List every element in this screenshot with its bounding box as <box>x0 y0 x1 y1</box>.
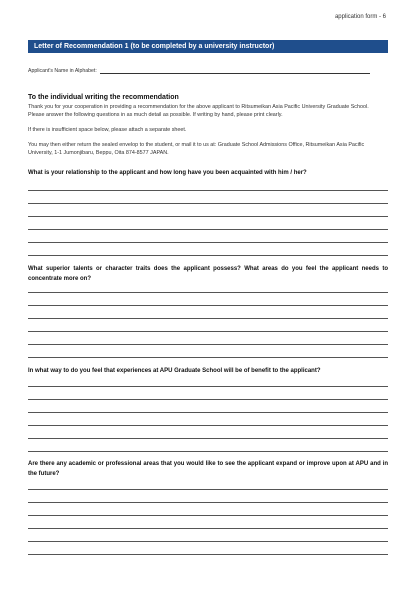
answer-line-q1[interactable] <box>28 255 388 256</box>
answer-line-q1[interactable] <box>28 242 388 243</box>
intro-heading: To the individual writing the recommendation <box>28 94 179 101</box>
answer-line-q1[interactable] <box>28 190 388 191</box>
answer-line-q3[interactable] <box>28 399 388 400</box>
answer-line-q3[interactable] <box>28 425 388 426</box>
answer-line-q1[interactable] <box>28 229 388 230</box>
question-1: What is your relationship to the applicant and how long have you been acquainted with him / her? <box>28 170 307 176</box>
answer-line-q1[interactable] <box>28 216 388 217</box>
intro-paragraph-1: Thank you for your cooperation in providing a recommendation for the above applicant to Ritsumeikan Asia Pacific University Graduate School. Please answer the following questions in as much detail as possible. If writing by hand, please print clearly. <box>28 104 369 118</box>
answer-line-q3[interactable] <box>28 386 388 387</box>
answer-line-q4[interactable] <box>28 541 388 542</box>
question-2: What superior talents or character traits does the applicant possess? What areas do you feel the applicant needs to concentrate more on? <box>28 266 388 282</box>
applicant-name-row <box>28 67 388 74</box>
answer-line-q4[interactable] <box>28 528 388 529</box>
form-title-banner: Letter of Recommendation 1 (to be completed by a university instructor) <box>28 40 388 53</box>
answer-line-q2[interactable] <box>28 357 388 358</box>
answer-line-q4[interactable] <box>28 489 388 490</box>
answer-line-q3[interactable] <box>28 412 388 413</box>
answer-line-q2[interactable] <box>28 292 388 293</box>
question-4: Are there any academic or professional areas that you would like to see the applicant expand or improve upon at APU and in the future? <box>28 461 388 477</box>
answer-line-q4[interactable] <box>28 554 388 555</box>
applicant-name-field[interactable] <box>100 67 370 74</box>
answer-line-q3[interactable] <box>28 438 388 439</box>
answer-line-q1[interactable] <box>28 203 388 204</box>
answer-line-q2[interactable] <box>28 318 388 319</box>
answer-line-q2[interactable] <box>28 331 388 332</box>
applicant-name-label: Applicant's Name in Alphabet: <box>28 68 97 74</box>
page-label: application form - 6 <box>334 14 386 20</box>
answer-line-q4[interactable] <box>28 515 388 516</box>
question-3: In what way to do you feel that experiences at APU Graduate School will be of benefit to the applicant? <box>28 368 321 374</box>
answer-line-q2[interactable] <box>28 344 388 345</box>
answer-line-q2[interactable] <box>28 305 388 306</box>
answer-line-q4[interactable] <box>28 502 388 503</box>
intro-paragraph-2: If there is insufficient space below, please attach a separate sheet. <box>28 127 187 133</box>
intro-paragraph-3: You may then either return the sealed envelop to the student, or mail it to us at: Graduate School Admissions Office, Ritsumeikan Asia Pacific University, 1-1 Jumonjibaru, Beppu, Oita 874-8577 JAPAN. <box>28 142 365 156</box>
answer-line-q3[interactable] <box>28 451 388 452</box>
